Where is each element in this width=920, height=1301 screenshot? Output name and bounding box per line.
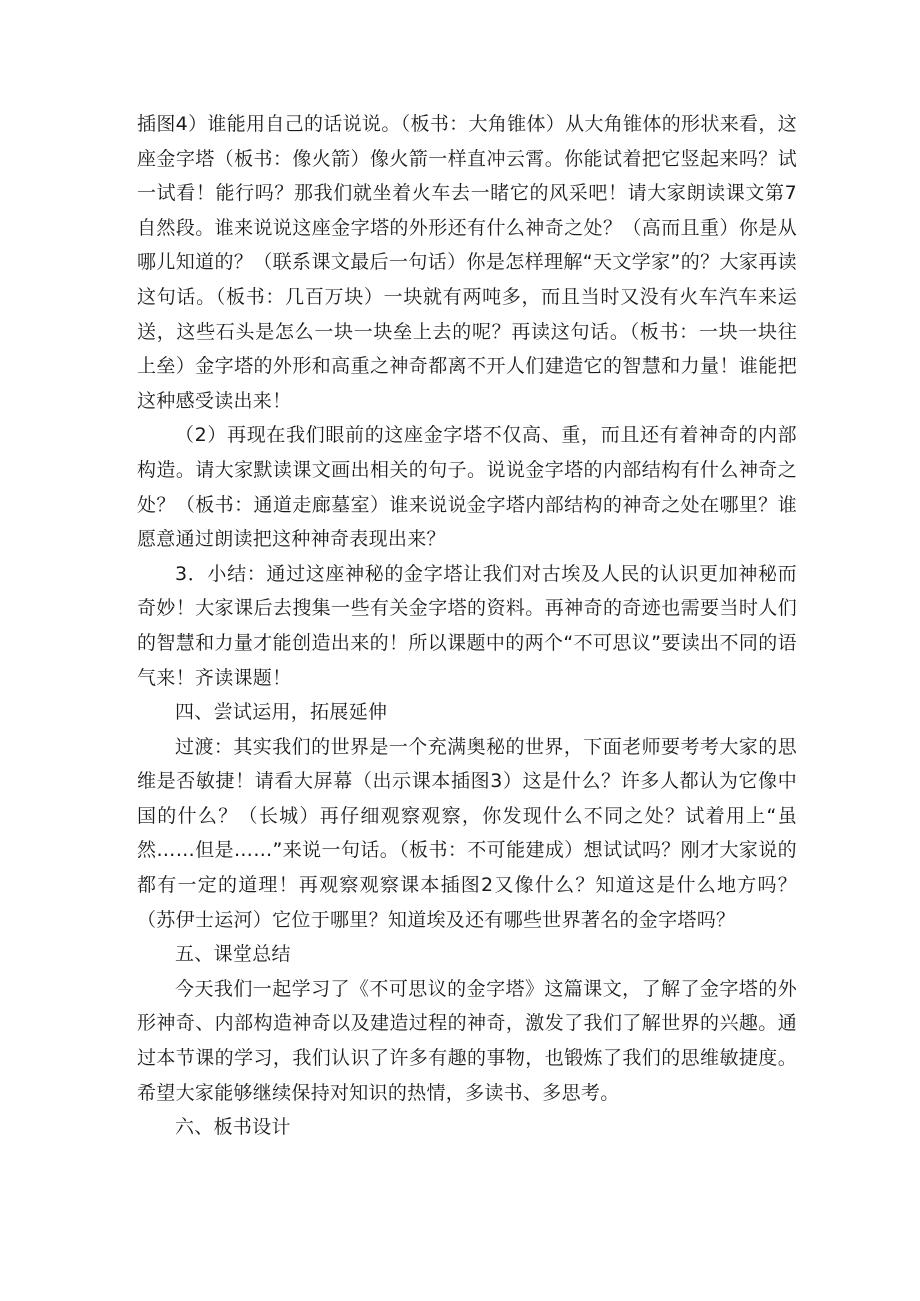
document-body [137, 107, 797, 1145]
section-heading-6: 六、板书设计 [175, 1116, 291, 1139]
paragraph-class-summary: 今天我们一起学习了《不可思议的金字塔》这篇课文，了解了金字塔的外形神奇、内部构造神奇以及建造过程的神奇，激发了我们了解世界的兴趣。通过本节课的学习，我们认识了许多有趣的事物，也锻炼了我们的思维敏捷度。希望大家能够继续保持对知识的热情，多读书、多思考。 [137, 977, 797, 1104]
section-heading-5: 五、课堂总结 [175, 943, 291, 966]
paragraph-lesson-continuation: 插图4）谁能用自己的话说说。（板书：大角锥体）从大角锥体的形状来看，这座金字塔（板书：像火箭）像火箭一样直冲云霄。你能试着把它竖起来吗？试一试看！能行吗？那我们就坐着火车去一睹它的风采吧！请大家朗读课文第7自然段。谁来说说这座金字塔的外形还有什么神奇之处？（高而且重）你是从哪儿知道的？（联系课文最后一句话）你是怎样理解“天文学家”的？大家再读这句话。（板书：几百万块）一块就有两吨多，而且当时又没有火车汽车来运送，这些石头是怎么一块一块垒上去的呢？再读这句话。（板书：一块一块往上垒）金字塔的外形和高重之神奇都离不开人们建造它的智慧和力量！谁能把这种感受读出来！ [137, 113, 797, 412]
paragraph-inner-structure: （2）再现在我们眼前的这座金字塔不仅高、重，而且还有着神奇的内部构造。请大家默读课文画出相关的句子。说说金字塔的内部结构有什么神奇之处？（板书：通道走廊墓室）谁来说说金字塔内部结构的神奇之处在哪里？谁愿意通过朗读把这种神奇表现出来？ [137, 424, 797, 551]
paragraph-transition: 过渡：其实我们的世界是一个充满奥秘的世界，下面老师要考考大家的思维是否敏捷！请看大屏幕（出示课本插图3）这是什么？许多人都认为它像中国的什么？（长城）再仔细观察观察，你发现什么不同之处？试着用上“虽然……但是……”来说一句话。（板书：不可能建成）想试试吗？刚才大家说的都有一定的道理！再观察观察课本插图2又像什么？知道这是什么地方吗？（苏伊士运河）它位于哪里？知道埃及还有哪些世界著名的金字塔吗？ [137, 735, 797, 931]
section-heading-4: 四、尝试运用，拓展延伸 [175, 701, 388, 724]
paragraph-summary: 3．小结：通过这座神秘的金字塔让我们对古埃及人民的认识更加神秘而奇妙！大家课后去搜集一些有关金字塔的资料。再神奇的奇迹也需要当时人们的智慧和力量才能创造出来的！所以课题中的两个“不可思议”要读出不同的语气来！齐读课题！ [137, 562, 797, 689]
